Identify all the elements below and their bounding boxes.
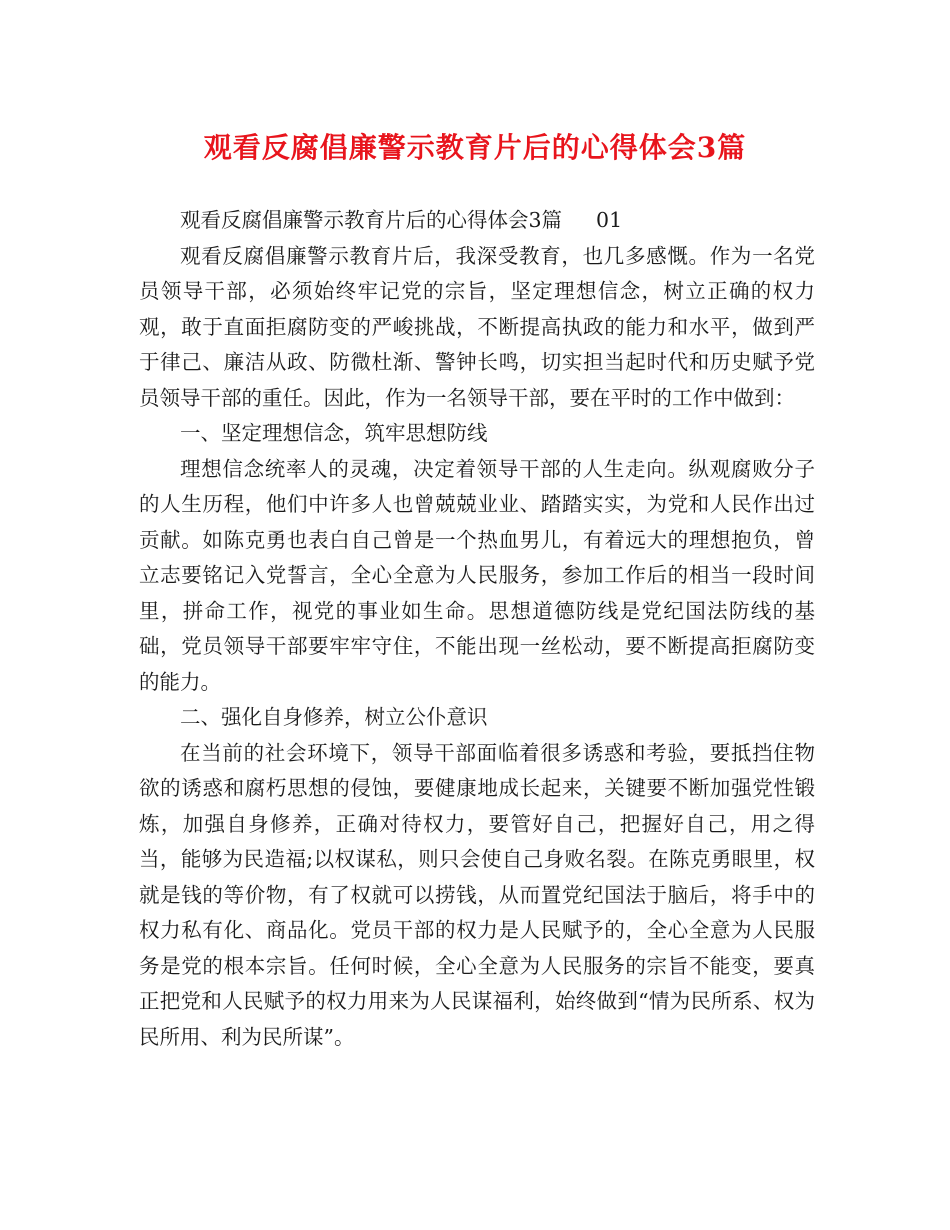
section-heading-2: 二、强化自身修养，树立公仆意识 (180, 705, 488, 729)
section-heading-1: 一、坚定理想信念，筑牢思想防线 (180, 421, 488, 445)
subtitle-number: 01 (596, 208, 623, 232)
document-body (139, 203, 815, 1055)
subtitle-line (139, 203, 815, 239)
paragraph-section-2: 在当前的社会环境下，领导干部面临着很多诱惑和考验，要抵挡住物欲的诱惑和腐朽思想的侵蚀，要健康地成长起来，关键要不断加强党性锻炼，加强自身修养，正确对待权力，要管好自己，把握好自己，用之得当，能够为民造福;以权谋私，则只会使自己身败名裂。在陈克勇眼里，权就是钱的等价物，有了权就可以捞钱，从而置党纪国法于脑后，将手中的权力私有化、商品化。党员干部的权力是人民赋予的，全心全意为人民服务是党的根本宗旨。任何时候，全心全意为人民服务的宗旨不能变，要真正把党和人民赋予的权力用来为人民谋福利，始终做到“情为民所系、权为民所用、利为民所谋”。 (139, 740, 815, 1049)
paragraph-intro: 观看反腐倡廉警示教育片后，我深受教育，也几多感慨。作为一名党员领导干部，必须始终牢记党的宗旨，坚定理想信念，树立正确的权力观，敢于直面拒腐防变的严峻挑战，不断提高执政的能力和水平，做到严于律己、廉洁从政、防微杜渐、警钟长鸣，切实担当起时代和历史赋予党员领导干部的重任。因此，作为一名领导干部，要在平时的工作中做到： (139, 243, 815, 410)
document-title: 观看反腐倡廉警示教育片后的心得体会3篇 (203, 131, 747, 164)
subtitle-text: 观看反腐倡廉警示教育片后的心得体会3篇 (180, 208, 563, 232)
paragraph-section-1: 理想信念统率人的灵魂，决定着领导干部的人生走向。纵观腐败分子的人生历程，他们中许多人也曾兢兢业业、踏踏实实，为党和人民作出过贡献。如陈克勇也表白自己曾是一个热血男儿，有着远大的理想抱负，曾立志要铭记入党誓言，全心全意为人民服务，参加工作后的相当一段时间里，拼命工作，视党的事业如生命。思想道德防线是党纪国法防线的基础，党员领导干部要牢牢守住，不能出现一丝松动，要不断提高拒腐防变的能力。 (139, 456, 815, 694)
